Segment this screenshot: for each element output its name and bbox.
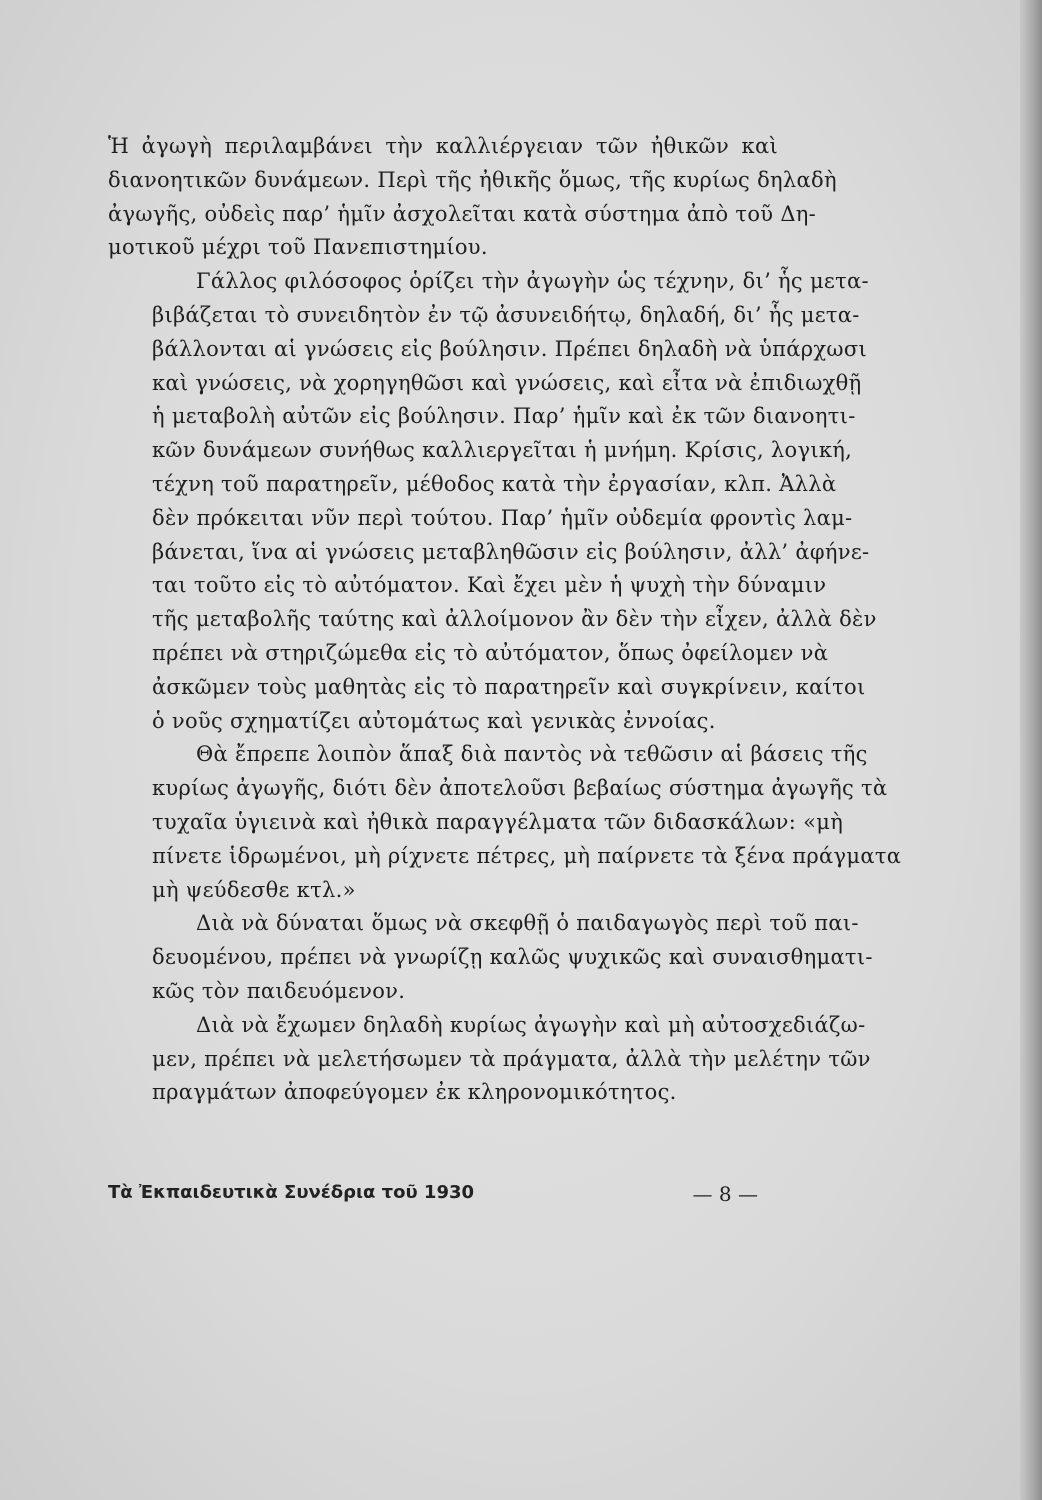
text-line: Γάλλος φιλόσοφος ὁρίζει τὴν ἀγωγὴν ὡς τέχνην, δι’ ἧς μετα- — [196, 269, 869, 294]
text-line: τέχνη τοῦ παρατηρεῖν, μέθοδος κατὰ τὴν ἐργασίαν, κλπ. Ἀλλὰ — [152, 471, 837, 496]
text-line: βιβάζεται τὸ συνειδητὸν ἐν τῷ ἀσυνειδήτῳ, δηλαδή, δι’ ἧς μετα- — [152, 302, 860, 327]
footer-title: Τὰ Ἐκπαιδευτικὰ Συνέδρια τοῦ 1930 — [108, 1182, 475, 1203]
text-line: βάλλονται αἱ γνώσεις εἰς βούλησιν. Πρέπει δηλαδὴ νὰ ὑπάρχωσι — [152, 336, 868, 361]
text-line: δὲν πρόκειται νῦν περὶ τούτου. Παρ’ ἡμῖν οὐδεμία φροντὶς λαμ- — [152, 505, 853, 530]
text-line: Διὰ νὰ δύναται ὅμως νὰ σκεφθῇ ὁ παιδαγωγὸς περὶ τοῦ παι- — [196, 911, 859, 936]
text-line: μοτικοῦ μέχρι τοῦ Πανεπιστημίου. — [108, 235, 488, 260]
text-line: ἡ μεταβολὴ αὐτῶν εἰς βούλησιν. Παρ’ ἡμῖν καὶ ἐκ τῶν διανοητι- — [152, 404, 856, 429]
page-number: — 8 — — [692, 1182, 758, 1206]
text-line: πίνετε ἱδρωμένοι, μὴ ρίχνετε πέτρες, μὴ παίρνετε τὰ ξένα πράγματα — [152, 843, 902, 868]
text-line: ται τοῦτο εἰς τὸ αὐτόματον. Καὶ ἔχει μὲν ἡ ψυχὴ τὴν δύναμιν — [152, 573, 827, 598]
text-line: καὶ γνώσεις, νὰ χορηγηθῶσι καὶ γνώσεις, καὶ εἶτα νὰ ἐπιδιωχθῇ — [152, 370, 862, 395]
paragraph — [108, 907, 873, 1008]
text-line: Διὰ νὰ ἔχωμεν δηλαδὴ κυρίως ἀγωγὴν καὶ μὴ αὐτοσχεδιάζω- — [196, 1012, 866, 1037]
body-text — [108, 130, 902, 1110]
page-spine-shadow — [1020, 0, 1042, 1500]
paragraph — [108, 130, 837, 265]
text-line: πρέπει νὰ στηριζώμεθα εἰς τὸ αὐτόματον, ὅπως ὀφείλομεν νὰ — [152, 640, 829, 665]
text-line: διανοητικῶν δυνάμεων. Περὶ τῆς ἠθικῆς ὅμως, τῆς κυρίως δηλαδὴ — [108, 167, 837, 192]
page-footer — [108, 1182, 758, 1206]
paragraph — [108, 1009, 871, 1110]
text-line: Θὰ ἔπρεπε λοιπὸν ἅπαξ διὰ παντὸς νὰ τεθῶσιν αἱ βάσεις τῆς — [196, 742, 868, 767]
paragraph — [108, 738, 902, 907]
text-line: βάνεται, ἵνα αἱ γνώσεις μεταβληθῶσιν εἰς βούλησιν, ἀλλ’ ἀφήνε- — [152, 539, 870, 564]
text-line: μὴ ψεύδεσθε κτλ.» — [152, 877, 356, 902]
text-line: τῆς μεταβολῆς ταύτης καὶ ἀλλοίμονον ἂν δὲν τὴν εἶχεν, ἀλλὰ δὲν — [152, 607, 877, 632]
text-line: δευομένου, πρέπει νὰ γνωρίζῃ καλῶς ψυχικῶς καὶ συναισθηματι- — [152, 945, 873, 970]
text-line: τυχαῖα ὑγιεινὰ καὶ ἠθικὰ παραγγέλματα τῶν διδασκάλων: «μὴ — [152, 809, 844, 834]
text-line: κῶν δυνάμεων συνήθως καλλιεργεῖται ἡ μνήμη. Κρίσις, λογική, — [152, 438, 853, 463]
text-line: ἀγωγῆς, οὐδεὶς παρ’ ἡμῖν ἀσχολεῖται κατὰ σύστημα ἀπὸ τοῦ Δη- — [108, 201, 817, 226]
text-line: πραγμάτων ἀποφεύγομεν ἐκ κληρονομικότητος. — [152, 1080, 677, 1105]
text-line: κυρίως ἀγωγῆς, διότι δὲν ἀποτελοῦσι βεβαίως σύστημα ἀγωγῆς τὰ — [152, 776, 888, 801]
text-line: μεν, πρέπει νὰ μελετήσωμεν τὰ πράγματα, ἀλλὰ τὴν μελέτην τῶν — [152, 1046, 871, 1071]
text-line: Ἡ ἀγωγὴ περιλαμβάνει τὴν καλλιέργειαν τῶν ἠθικῶν καὶ — [108, 134, 778, 158]
text-line: ὁ νοῦς σχηματίζει αὐτομάτως καὶ γενικὰς ἐννοίας. — [152, 708, 716, 733]
paragraph — [108, 265, 877, 738]
text-line: ἀσκῶμεν τοὺς μαθητὰς εἰς τὸ παρατηρεῖν καὶ συγκρίνειν, καίτοι — [152, 674, 866, 699]
text-line: κῶς τὸν παιδευόμενον. — [152, 978, 406, 1003]
